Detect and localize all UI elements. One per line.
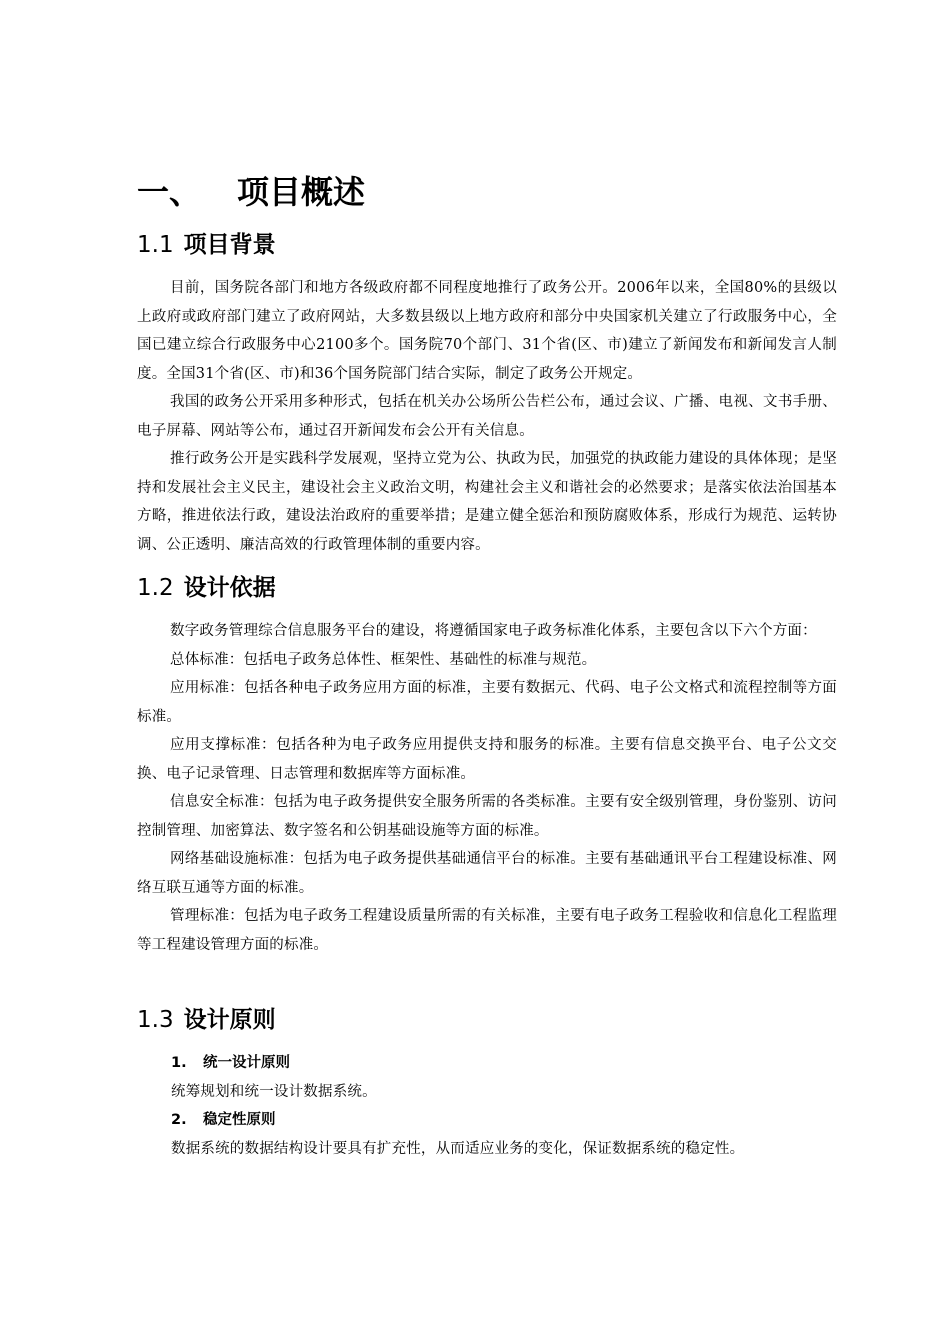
chapter-number: 一、 [137, 173, 202, 211]
section-number: 1.2 [137, 575, 174, 601]
spacer [137, 959, 837, 1003]
section-title: 设计原则 [183, 1007, 276, 1033]
paragraph: 我国的政务公开采用多种形式，包括在机关办公场所公告栏公布，通过会议、广播、电视、文书手册、电子屏幕、网站等公布，通过召开新闻发布会公开有关信息。 [137, 394, 837, 439]
principle-heading-1 [137, 1049, 837, 1078]
principle-number: 1. [171, 1055, 187, 1071]
paragraph: 总体标准：包括电子政务总体性、框架性、基础性的标准与规范。 [170, 651, 597, 668]
paragraph: 应用支撑标准：包括各种为电子政务应用提供支持和服务的标准。主要有信息交换平台、电子公文交换、电子记录管理、日志管理和数据库等方面标准。 [137, 737, 837, 782]
section-heading-1-3 [137, 1003, 837, 1037]
section-number: 1.3 [137, 1007, 174, 1033]
paragraph: 数字政务管理综合信息服务平台的建设，将遵循国家电子政务标准化体系，主要包含以下六个方面： [170, 623, 817, 639]
chapter-heading [137, 170, 837, 214]
chapter-title: 项目概述 [237, 173, 366, 211]
paragraph: 应用标准：包括各种电子政务应用方面的标准，主要有数据元、代码、电子公文格式和流程控制等方面标准。 [137, 680, 837, 725]
section-title: 项目背景 [183, 232, 276, 258]
section-number: 1.1 [137, 232, 174, 258]
section-heading-1-2 [137, 571, 837, 605]
document-content [137, 170, 837, 1163]
principle-heading-2 [137, 1106, 837, 1135]
paragraph: 目前，国务院各部门和地方各级政府都不同程度地推行了政务公开。2006年以来，全国80%的县级以上政府或政府部门建立了政府网站，大多数县级以上地方政府和部分中央国家机关建立了行政服务中心，全国已建立综合行政服务中心2100多个。国务院70个部门、31个省(区、市)建立了新闻发布和新闻发言人制度。全国31个省(区、市)和36个国务院部门结合实际，制定了政务公开规定。 [137, 280, 837, 382]
section-heading-1-1 [137, 228, 837, 262]
paragraph: 信息安全标准：包括为电子政务提供安全服务所需的各类标准。主要有安全级别管理，身份鉴别、访问控制管理、加密算法、数字签名和公钥基础设施等方面的标准。 [137, 794, 837, 839]
paragraph: 管理标准：包括为电子政务工程建设质量所需的有关标准，主要有电子政务工程验收和信息化工程监理等工程建设管理方面的标准。 [137, 908, 837, 953]
principle-text: 数据系统的数据结构设计要具有扩充性，从而适应业务的变化，保证数据系统的稳定性。 [171, 1140, 745, 1157]
paragraph: 推行政务公开是实践科学发展观，坚持立党为公、执政为民，加强党的执政能力建设的具体体现；是坚持和发展社会主义民主，建设社会主义政治文明，构建社会主义和谐社会的必然要求；是落实依法治国基本方略，推进依法行政，建设法治政府的重要举措；是建立健全惩治和预防腐败体系，形成行为规范、运转协调、公正透明、廉洁高效的行政管理体制的重要内容。 [137, 451, 837, 553]
section-title: 设计依据 [183, 575, 276, 601]
spacer [137, 559, 837, 571]
principle-title: 稳定性原则 [203, 1112, 276, 1128]
principle-number: 2. [171, 1112, 187, 1128]
principle-text: 统筹规划和统一设计数据系统。 [171, 1083, 377, 1100]
principle-title: 统一设计原则 [203, 1055, 290, 1071]
paragraph: 网络基础设施标准：包括为电子政务提供基础通信平台的标准。主要有基础通讯平台工程建设标准、网络互联互通等方面的标准。 [137, 851, 837, 896]
